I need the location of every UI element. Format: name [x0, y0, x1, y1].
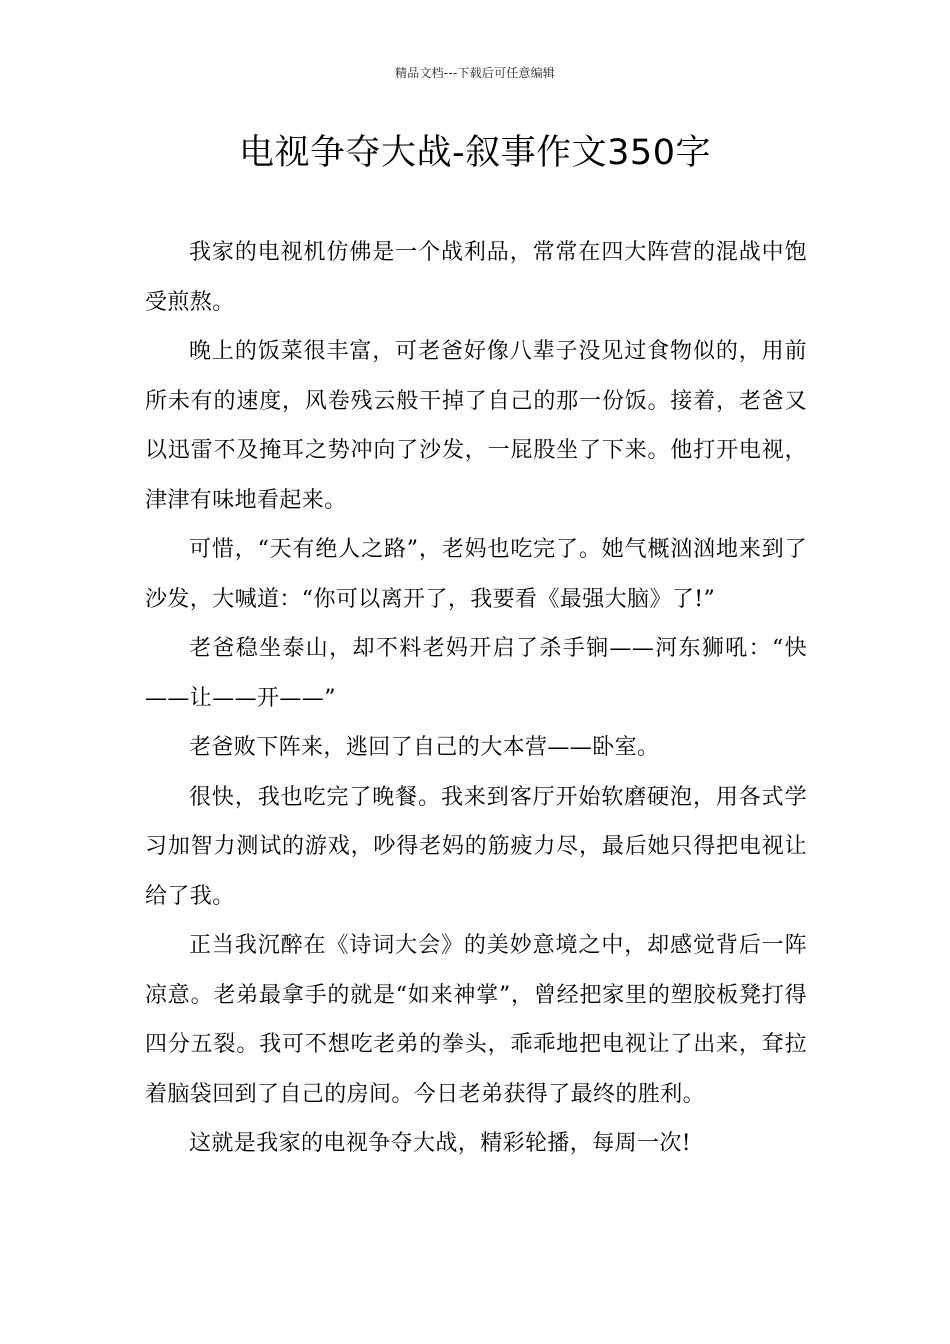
paragraph: 正当我沉醉在《诗词大会》的美妙意境之中，却感觉背后一阵凉意。老弟最拿手的就是“如来神掌”，曾经把家里的塑胶板凳打得四分五裂。我可不想吃老弟的拳头，乖乖地把电视让了出来，耷拉着脑袋回到了自己的房间。今日老弟获得了最终的胜利。 [145, 933, 807, 1107]
paragraph: 晚上的饭菜很丰富，可老爸好像八辈子没见过食物似的，用前所未有的速度，风卷残云般干掉了自己的那一份饭。接着，老爸又以迅雷不及掩耳之势冲向了沙发，一屁股坐了下来。他打开电视，津津有味地看起来。 [145, 339, 807, 513]
document-title: 电视争夺大战-叙事作文350字 [239, 133, 711, 173]
paragraph: 我家的电视机仿佛是一个战利品，常常在四大阵营的混战中饱受煎熬。 [145, 240, 807, 315]
paragraph: 这就是我家的电视争夺大战，精彩轮播，每周一次! [189, 1131, 692, 1156]
paragraph: 老爸败下阵来，逃回了自己的大本营——卧室。 [189, 735, 660, 760]
article-body [145, 228, 807, 1169]
paragraph: 可惜，“天有绝人之路”，老妈也吃完了。她气概汹汹地来到了沙发，大喊道：“你可以离开了，我要看《最强大脑》了!” [145, 537, 807, 612]
paragraph: 老爸稳坐泰山，却不料老妈开启了杀手锏——河东狮吼：“快——让——开——” [145, 636, 807, 711]
paragraph: 很快，我也吃完了晚餐。我来到客厅开始软磨硬泡，用各式学习加智力测试的游戏，吵得老妈的筋疲力尽，最后她只得把电视让给了我。 [145, 784, 807, 909]
header-note: 精品文档---下载后可任意编辑 [395, 66, 555, 80]
